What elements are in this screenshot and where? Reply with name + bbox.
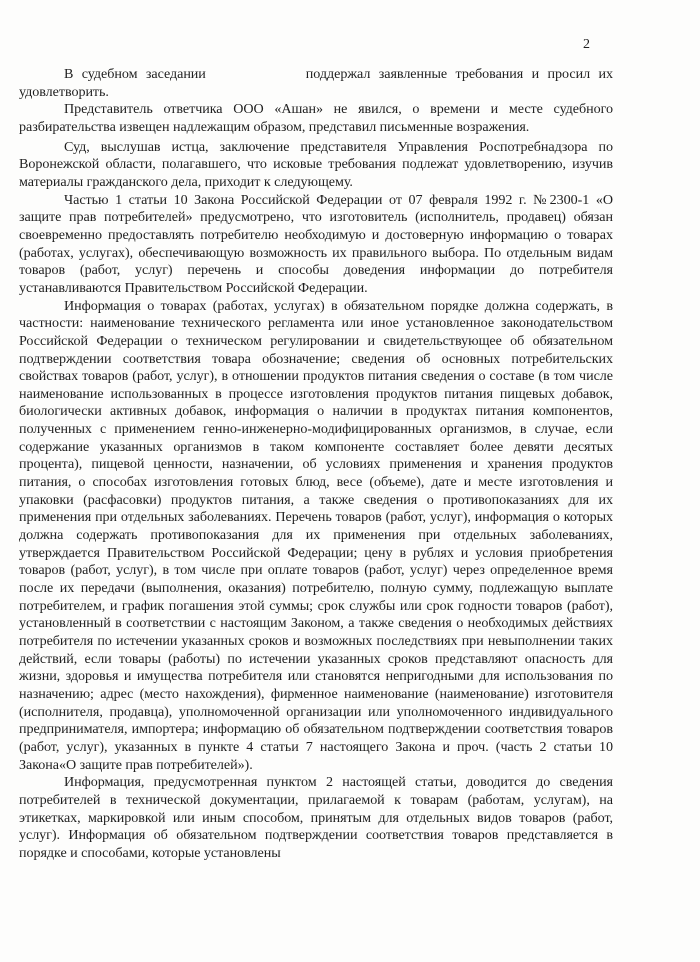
paragraph-information-delivery: Информация, предусмотренная пунктом 2 настоящей статьи, доводится до сведения потребителей в технической документации, прилагаемой к товарам (работам, услугам), на этикетках, маркировкой или иным способом, принятым для отдельных видов товаров (работ, услуг). Информация об обязательном подтверждении соответствия товаров представляется в порядке и способами, которые установлены <box>19 774 613 861</box>
document-body <box>19 66 613 863</box>
paragraph-hearing-end: поддержал заявленные требования и просил их удовлетворить. <box>19 66 613 100</box>
paragraph-law-article: Частью 1 статьи 10 Закона Российской Федерации от 07 февраля 1992 г. №2300-1 «О защите прав потребителей» предусмотрено, что изготовитель (исполнитель, продавец) обязан своевременно предоставлять потребителю необходимую и достоверную информацию о товарах (работах, услугах), обеспечивающую возможность их правильного выбора. По отдельным видам товаров (работ, услуг) перечень и способы доведения информации до потребителя устанавливаются Правительством Российской Федерации. <box>19 191 613 296</box>
paragraph-defendant: Представитель ответчика ООО «Ашан» не явился, о времени и месте судебного разбирательства извещен надлежащим образом, представил письменные возражения. <box>19 101 613 135</box>
paragraph-hearing <box>19 66 613 101</box>
paragraph-information-requirements: Информация о товарах (работах, услугах) в обязательном порядке должна содержать, в частности: наименование технического регламента или иное установленное законодательством Российской Федерации о техническом регулировании и свидетельствующее об обязательном подтверждении соответствия товара обозначение; сведения об основных потребительских свойствах товаров (работ, услуг), в отношении продуктов питания сведения о составе (в том числе наименование использованных в процессе изготовления продуктов питания пищевых добавок, биологически активных добавок, информация о наличии в продуктах питания компонентов, полученных с применением генно-инженерно-модифицированных организмов, в случае, если содержание указанных организмов в таком компоненте составляет более девяти десятых процента), пищевой ценности, назначении, об условиях применения и хранения продуктов питания, о способах изготовления готовых блюд, весе (объеме), дате и месте изготовления и упаковки (расфасовки) продуктов питания, а также сведения о противопоказаниях для их применения при отдельных заболеваниях. Перечень товаров (работ, услуг), информация о которых должна содержать противопоказания для их применения при отдельных заболеваниях, утверждается Правительством Российской Федерации; цену в рублях и условия приобретения товаров (работ, услуг), в том числе при оплате товаров (работ, услуг) через определенное время после их передачи (выполнения, оказания) потребителю, полную сумму, подлежащую выплате потребителем, и график погашения этой суммы; срок службы или срок годности товаров (работ), установленный в соответствии с настоящим Законом, а также сведения о необходимых действиях потребителя по истечении указанных сроков и возможных последствиях при невыполнении таких действий, если товары (работы) по истечении указанных сроков представляют опасность для жизни, здоровья и имущества потребителя или становятся непригодными для использования по назначению; адрес (место нахождения), фирменное наименование (наименование) изготовителя (исполнителя, продавца), уполномоченной организации или уполномоченного индивидуального предпринимателя, импортера; информацию об обязательном подтверждении соответствия товаров (работ, услуг), указанных в пункте 4 статьи 7 настоящего Закона и проч. (часть 2 статьи 10 Закона«О защите прав потребителей»). <box>19 297 613 773</box>
page-number: 2 <box>583 37 590 52</box>
paragraph-hearing-start: В судебном заседании <box>64 66 206 82</box>
paragraph-court: Суд, выслушав истца, заключение представителя Управления Роспотребнадзора по Воронежской области, полагавшего, что исковые требования подлежат удовлетворению, изучив материалы гражданского дела, приходит к следующему. <box>19 138 613 190</box>
